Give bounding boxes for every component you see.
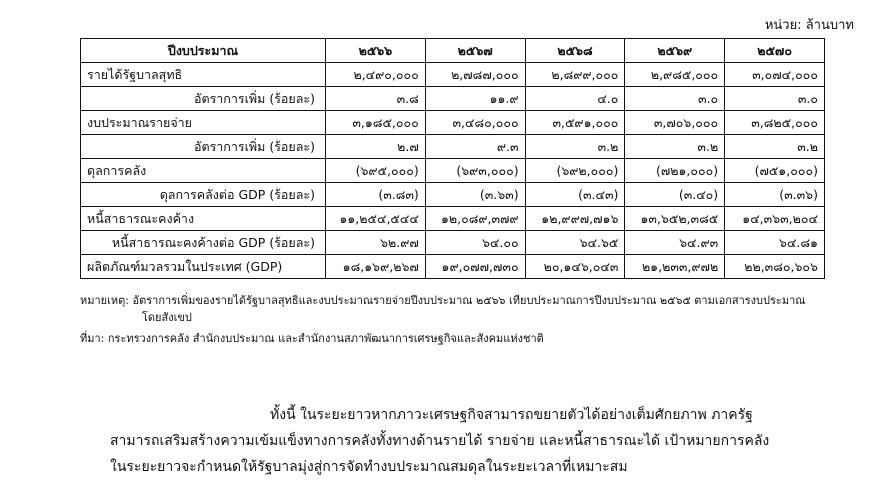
table-cell: ๓,๕๙๑,๐๐๐	[525, 111, 625, 135]
table-cell: ๓,๗๐๖,๐๐๐	[625, 111, 725, 135]
table-cell: (๗๒๑,๐๐๐)	[625, 159, 725, 183]
unit-label: หน่วย: ล้านบาท	[764, 18, 854, 33]
header-year-2569: ๒๕๖๙	[625, 39, 725, 63]
table-cell: (๖๙๕,๐๐๐)	[326, 159, 426, 183]
table-row	[81, 159, 825, 183]
table-cell: (๗๕๑,๐๐๐)	[725, 159, 825, 183]
table-cell: ๓.๒	[525, 135, 625, 159]
header-year-2568: ๒๕๖๘	[525, 39, 625, 63]
table-cell: ๖๒.๙๗	[326, 231, 426, 255]
table-cell: ๒,๘๙๙,๐๐๐	[525, 63, 625, 87]
table-cell: (๓.๔๓)	[525, 183, 625, 207]
row-label: รายได้รัฐบาลสุทธิ	[81, 63, 326, 87]
table-cell: ๓,๑๘๕,๐๐๐	[326, 111, 426, 135]
table-cell: ๒.๗	[326, 135, 426, 159]
table-cell: ๓,๐๗๔,๐๐๐	[725, 63, 825, 87]
table-cell: (๓.๖๓)	[425, 183, 525, 207]
table-cell: ๓,๔๘๐,๐๐๐	[425, 111, 525, 135]
table-cell: ๓.๒	[725, 135, 825, 159]
header-year-2566: ๒๕๖๖	[326, 39, 426, 63]
header-year-2570: ๒๕๗๐	[725, 39, 825, 63]
table-cell: ๓.๘	[326, 87, 426, 111]
paragraph-line-3: ในระยะยาวจะกำหนดให้รัฐบาลมุ่งสู่การจัดทำงบประมาณสมดุลในระยะเวลาที่เหมาะสม	[110, 459, 628, 475]
table-cell: ๑๙,๐๗๗,๗๓๐	[425, 255, 525, 279]
table-cell: ๒๑,๒๓๓,๙๗๒	[625, 255, 725, 279]
header-fiscal-year: ปีงบประมาณ	[81, 39, 326, 63]
remark-note	[80, 292, 840, 326]
paragraph-line-2: สามารถเสริมสร้างความเข้มแข็งทางการคลังทั้งทางด้านรายได้ รายจ่าย และหนี้สาธารณะได้ เป้าหมายการคลัง	[110, 433, 770, 449]
table-cell: ๑๔,๓๖๓,๒๐๔	[725, 207, 825, 231]
table-row	[81, 63, 825, 87]
body-paragraph	[110, 402, 826, 480]
table-cell: ๑๑.๙	[425, 87, 525, 111]
table-cell: ๒๒,๓๘๐,๖๐๖	[725, 255, 825, 279]
table-cell: ๒,๔๙๐,๐๐๐	[326, 63, 426, 87]
table-row	[81, 111, 825, 135]
table-cell: ๑๒,๐๘๙,๓๗๙	[425, 207, 525, 231]
table-cell: ๔.๐	[525, 87, 625, 111]
source-note: ที่มา: กระทรวงการคลัง สำนักงบประมาณ และสำนักงานสภาพัฒนาการเศรษฐกิจและสังคมแห่งชาติ	[80, 332, 544, 345]
row-label: งบประมาณรายจ่าย	[81, 111, 326, 135]
table-cell: (๓.๘๓)	[326, 183, 426, 207]
table-cell: (๓.๓๖)	[725, 183, 825, 207]
table-cell: ๑๑,๒๕๔,๕๔๔	[326, 207, 426, 231]
row-label: ผลิตภัณฑ์มวลรวมในประเทศ (GDP)	[81, 255, 326, 279]
table-cell: ๒๐,๑๔๖,๐๔๓	[525, 255, 625, 279]
table-cell: ๖๔.๖๕	[525, 231, 625, 255]
paragraph-line-1: ทั้งนี้ ในระยะยาวหากภาวะเศรษฐกิจสามารถขยายตัวได้อย่างเต็มศักยภาพ ภาครัฐ	[270, 407, 753, 423]
table-cell: ๒,๙๘๕,๐๐๐	[625, 63, 725, 87]
table-cell: (๖๙๓,๐๐๐)	[425, 159, 525, 183]
table-cell: ๓.๒	[625, 135, 725, 159]
row-label: ดุลการคลัง	[81, 159, 326, 183]
table-cell: ๙.๓	[425, 135, 525, 159]
row-label: หนี้สาธารณะคงค้าง	[81, 207, 326, 231]
header-year-2567: ๒๕๖๗	[425, 39, 525, 63]
table-row	[81, 255, 825, 279]
table-cell: ๖๔.๙๓	[625, 231, 725, 255]
remark-line-2: โดยสังเขป	[142, 311, 192, 324]
table-cell: ๖๔.๐๐	[425, 231, 525, 255]
table-cell: (๓.๔๐)	[625, 183, 725, 207]
table-cell: ๖๔.๘๑	[725, 231, 825, 255]
table-cell: (๖๙๒,๐๐๐)	[525, 159, 625, 183]
remark-line-1: หมายเหตุ: อัตราการเพิ่มของรายได้รัฐบาลสุทธิและงบประมาณรายจ่ายปีงบประมาณ ๒๕๖๖ เทียบประมาณการปีงบประมาณ ๒๕๖๕ ตามเอกสารงบประมาณ	[80, 294, 806, 307]
table-cell: ๓.๐	[725, 87, 825, 111]
table-row	[81, 231, 825, 255]
table-header-row	[81, 39, 825, 63]
table-cell: ๓.๐	[625, 87, 725, 111]
table-row	[81, 87, 825, 111]
table-row	[81, 207, 825, 231]
row-label: หนี้สาธารณะคงค้างต่อ GDP (ร้อยละ)	[81, 231, 326, 255]
table-cell: ๓,๘๒๕,๐๐๐	[725, 111, 825, 135]
table-body	[81, 63, 825, 279]
table-row	[81, 183, 825, 207]
fiscal-projection-table	[80, 38, 825, 279]
table-cell: ๑๓,๖๕๒,๓๘๕	[625, 207, 725, 231]
row-label: อัตราการเพิ่ม (ร้อยละ)	[81, 135, 326, 159]
table-cell: ๑๒,๙๙๗,๗๑๖	[525, 207, 625, 231]
row-label: อัตราการเพิ่ม (ร้อยละ)	[81, 87, 326, 111]
table-cell: ๑๘,๑๖๙,๒๖๗	[326, 255, 426, 279]
row-label: ดุลการคลังต่อ GDP (ร้อยละ)	[81, 183, 326, 207]
table-row	[81, 135, 825, 159]
table-cell: ๒,๗๘๗,๐๐๐	[425, 63, 525, 87]
